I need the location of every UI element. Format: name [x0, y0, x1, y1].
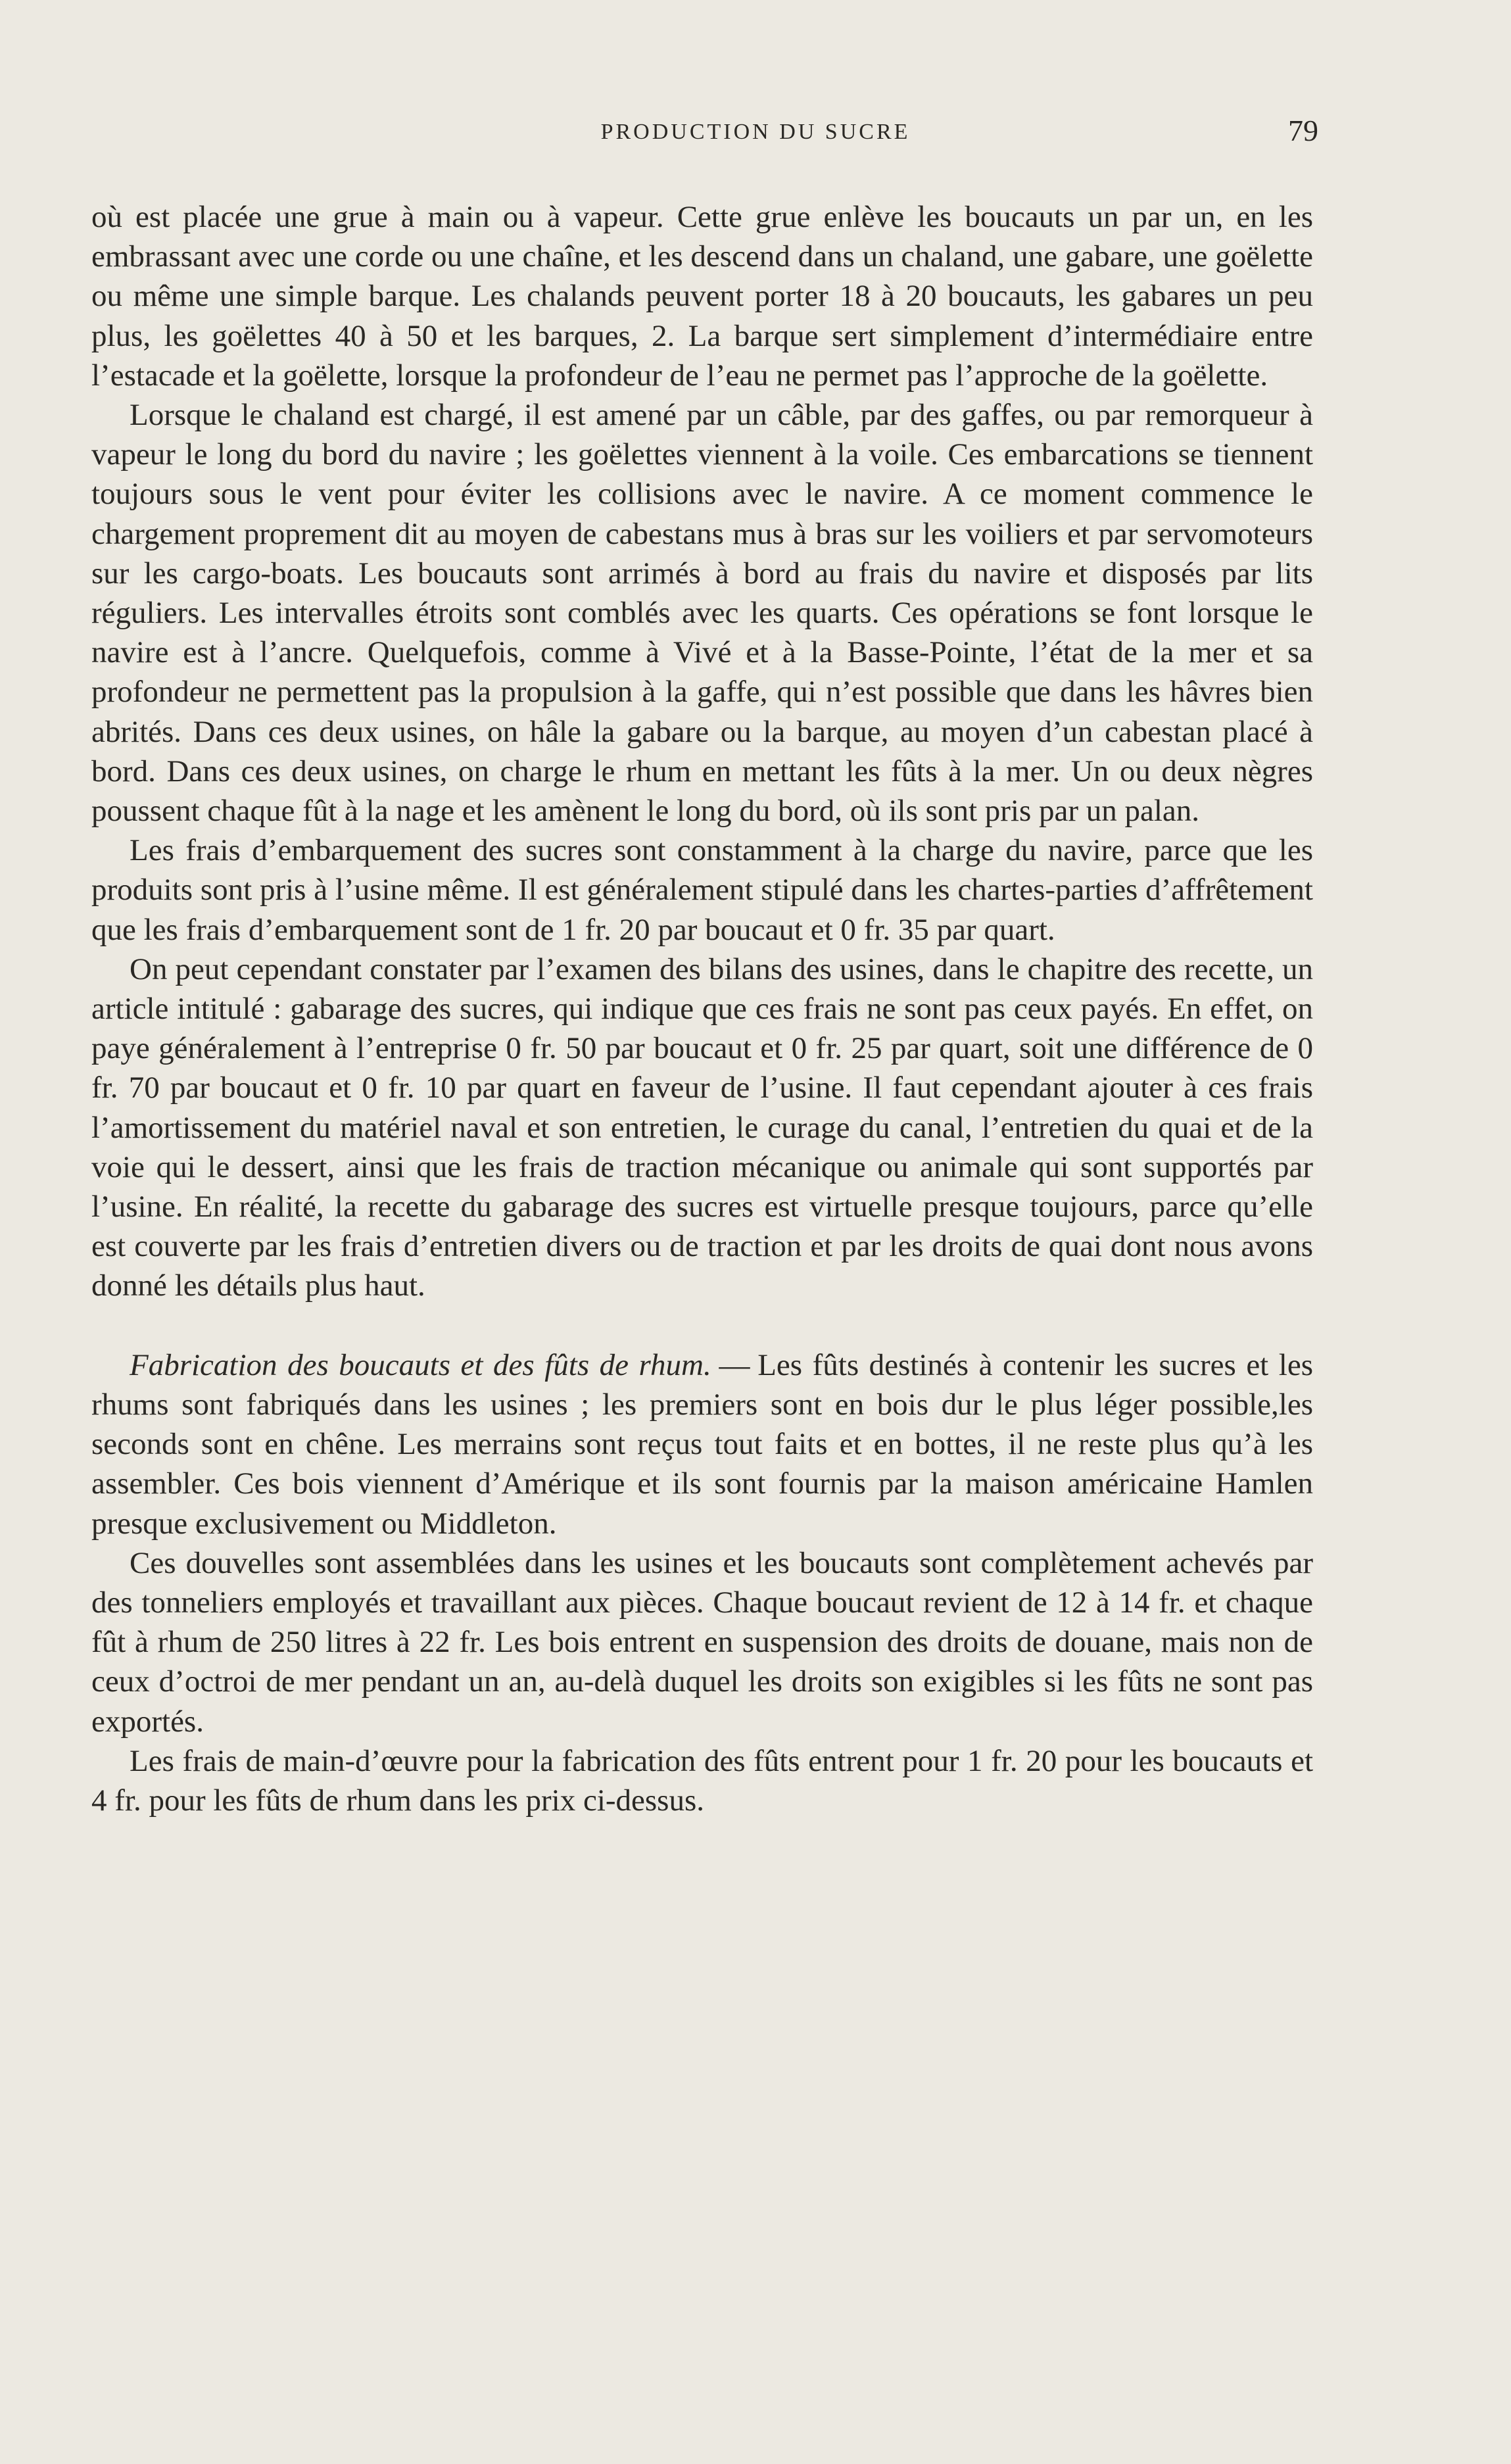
section-dash: —	[719, 1347, 750, 1382]
paragraph-loading: Lorsque le chaland est chargé, il est amené par un câble, par des gaffes, ou par remorqueur à vapeur le long du bord du navire ; les goëlettes viennent à la voile. Ces embarcations se tiennent toujours sous le vent pour éviter les collisions avec le navire. A ce moment commence le chargement proprement dit au moyen de cabestans mus à bras sur les voiliers et par servomoteurs sur les cargo-boats. Les boucauts sont arrimés à bord au frais du navire et disposés par lits réguliers. Les intervalles étroits sont comblés avec les quarts. Ces opérations se font lorsque le navire est à l’ancre. Quelquefois, comme à Vivé et à la Basse-Pointe, l’état de la mer et sa profondeur ne permettent pas la propulsion à la gaffe, qui n’est possible que dans les hâvres bien abrités. Dans ces deux usines, on hâle la gabare ou la barque, au moyen d’un cabestan placé à bord. Dans ces deux usines, on charge le rhum en mettant les fûts à la mer. Un ou deux nègres poussent chaque fût à la nage et les amènent le long du bord, où ils sont pris par un palan.	[91, 398, 1313, 829]
body-text	[91, 197, 1313, 1820]
page-number: 79	[1288, 114, 1318, 147]
paragraph-shipping-costs: Les frais d’embarquement des sucres sont constamment à la charge du navire, parce que les produits sont pris à l’usine même. Il est généralement stipulé dans les chartes-parties d’affrêtement que les frais d’embarquement sont de 1 fr. 20 par boucaut et 0 fr. 35 par quart.	[91, 833, 1313, 947]
paragraph-continued: où est placée une grue à main ou à vapeur. Cette grue enlève les boucauts un par un, en les embrassant avec une corde ou une chaîne, et les descend dans un chaland, une gabare, une goëlette ou même une simple barque. Les chalands peuvent porter 18 à 20 boucauts, les gabares un peu plus, les goëlettes 40 à 50 et les barques, 2. La barque sert simplement d’intermédiaire entre l’estacade et la goëlette, lorsque la profondeur de l’eau ne permet pas l’approche de la goëlette.	[91, 200, 1313, 393]
running-head: PRODUCTION DU SUCRE	[600, 120, 911, 144]
section-title: Fabrication des boucauts et des fûts de rhum.	[130, 1347, 711, 1382]
paragraph-gabarage: On peut cependant constater par l’examen des bilans des usines, dans le chapitre des recette, un article intitulé : gabarage des sucres, qui indique que ces frais ne sont pas ceux payés. En effet, on paye généralement à l’entreprise 0 fr. 50 par boucaut et 0 fr. 25 par quart, soit une différence de 0 fr. 70 par boucaut et 0 fr. 10 par quart en faveur de l’usine. Il faut cependant ajouter à ces frais l’amortissement du matériel naval et son entretien, le curage du canal, l’entretien du quai et de la voie qui le dessert, ainsi que les frais de traction mécanique ou animale qui sont supportés par l’usine. En réalité, la recette du gabarage des sucres est virtuelle presque toujours, parce qu’elle est couverte par les frais d’entretien divers ou de traction et par les droits de quai dont nous avons donné les détails plus haut.	[91, 952, 1313, 1303]
section-first-paragraph: Les fûts destinés à contenir les sucres et les rhums sont fabriqués dans les usines ; les premiers sont en bois dur le plus léger possible,les seconds sont en chêne. Les merrains sont reçus tout faits et en bottes, il ne reste plus qu’à les assembler. Ces bois viennent d’Amérique et ils sont fournis par la maison américaine Hamlen presque exclusivement ou Middleton.	[91, 1347, 1313, 1541]
paragraph-staves: Ces douvelles sont assemblées dans les usines et les boucauts sont complètement achevés par des tonneliers employés et travaillant aux pièces. Chaque boucaut revient de 12 à 14 fr. et chaque fût à rhum de 250 litres à 22 fr. Les bois entrent en suspension des droits de douane, mais non de ceux d’octroi de mer pendant un an, au-delà duquel les droits son exigibles si les fûts ne sont pas exportés.	[91, 1545, 1313, 1739]
section-paragraph-barrels	[91, 1345, 1313, 1543]
paragraph-labor-costs: Les frais de main-d’œuvre pour la fabrication des fûts entrent pour 1 fr. 20 pour les boucauts et 4 fr. pour les fûts de rhum dans les prix ci-dessus.	[91, 1743, 1313, 1818]
